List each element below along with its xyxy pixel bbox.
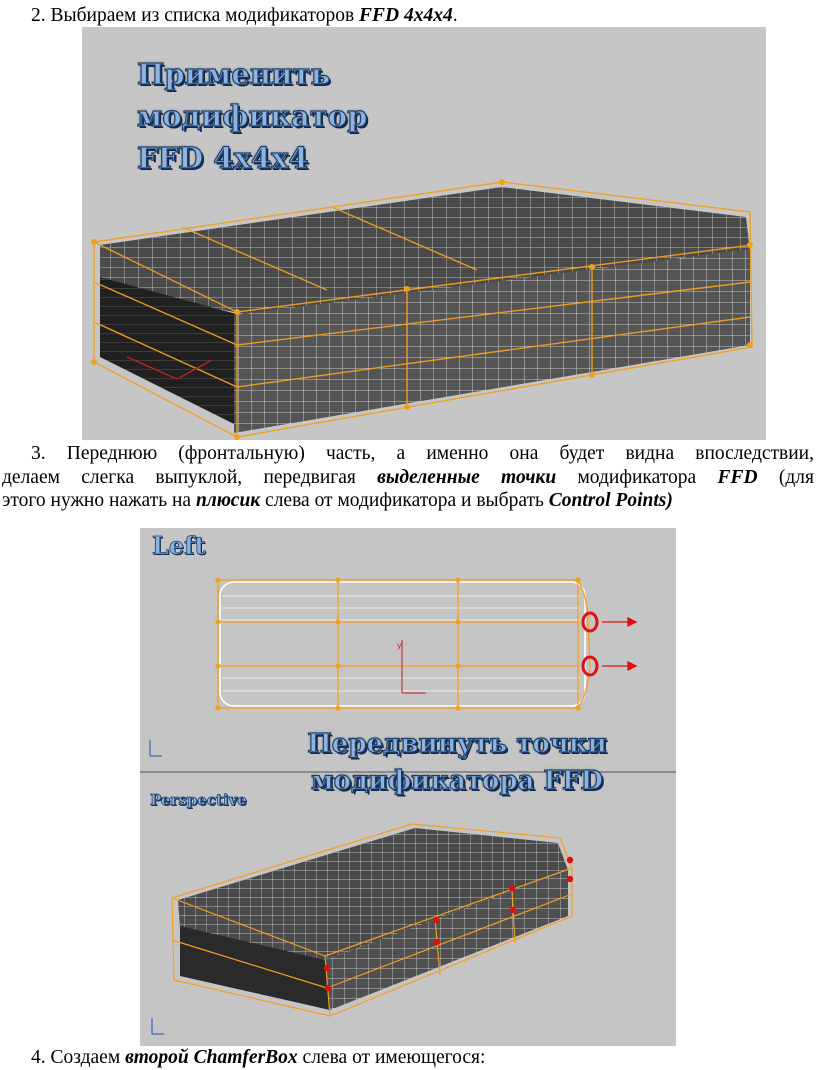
perspective-viewport-label: Perspective	[150, 791, 247, 809]
step3-line2-emph2: FFD	[717, 466, 758, 488]
left-viewport-label: Left	[152, 531, 206, 560]
apply-title-line3: FFD 4x4x4	[137, 141, 309, 175]
perspective-view-box	[152, 824, 573, 1034]
step4-emph: второй ChamferBox	[125, 1047, 298, 1068]
step2-text	[31, 4, 458, 28]
step3-line3-a: этого нужно нажать на	[2, 490, 196, 511]
move-title-line2: модификатора FFD	[311, 766, 603, 796]
ffd-apply-screenshot	[82, 27, 766, 440]
step3-line2-a: делаем слегка выпуклой, передвигая	[2, 466, 378, 488]
ffd-move-points-screenshot	[140, 528, 676, 1046]
step3-line3	[2, 489, 814, 513]
step2-prefix: 2. Выбираем из списка модификаторов	[31, 5, 360, 26]
step3-line3-emph2: Control Points)	[548, 490, 673, 511]
move-points-title	[292, 726, 622, 800]
step4-prefix: 4. Создаем	[31, 1047, 126, 1068]
step3-line2-b: модификатора	[556, 466, 718, 488]
step2-suffix: .	[452, 5, 458, 26]
step4-text	[31, 1046, 485, 1070]
apply-modifier-title	[137, 53, 367, 179]
step3-line3-emph1: плюсик	[195, 490, 261, 511]
step3-line2-emph1: выделенные точки	[377, 466, 557, 488]
step3-line1: 3. Переднюю (фронтальную) часть, а именно она будет видна впоследствии,	[31, 443, 814, 464]
step3-line3-b: слева от модификатора и выбрать	[260, 490, 549, 511]
step3-line2	[2, 466, 814, 490]
step4-suffix: слева от имеющегося:	[297, 1047, 486, 1068]
move-title-line1: Передвинуть точки	[307, 729, 607, 759]
step2-emph: FFD 4x4x4	[359, 5, 453, 26]
step3-line2-c: (для	[757, 466, 814, 488]
apply-title-line1: Применить	[137, 57, 331, 91]
step3-text	[2, 442, 814, 513]
left-axis-y-label: y	[397, 641, 402, 650]
apply-title-line2: модификатор	[137, 99, 368, 133]
